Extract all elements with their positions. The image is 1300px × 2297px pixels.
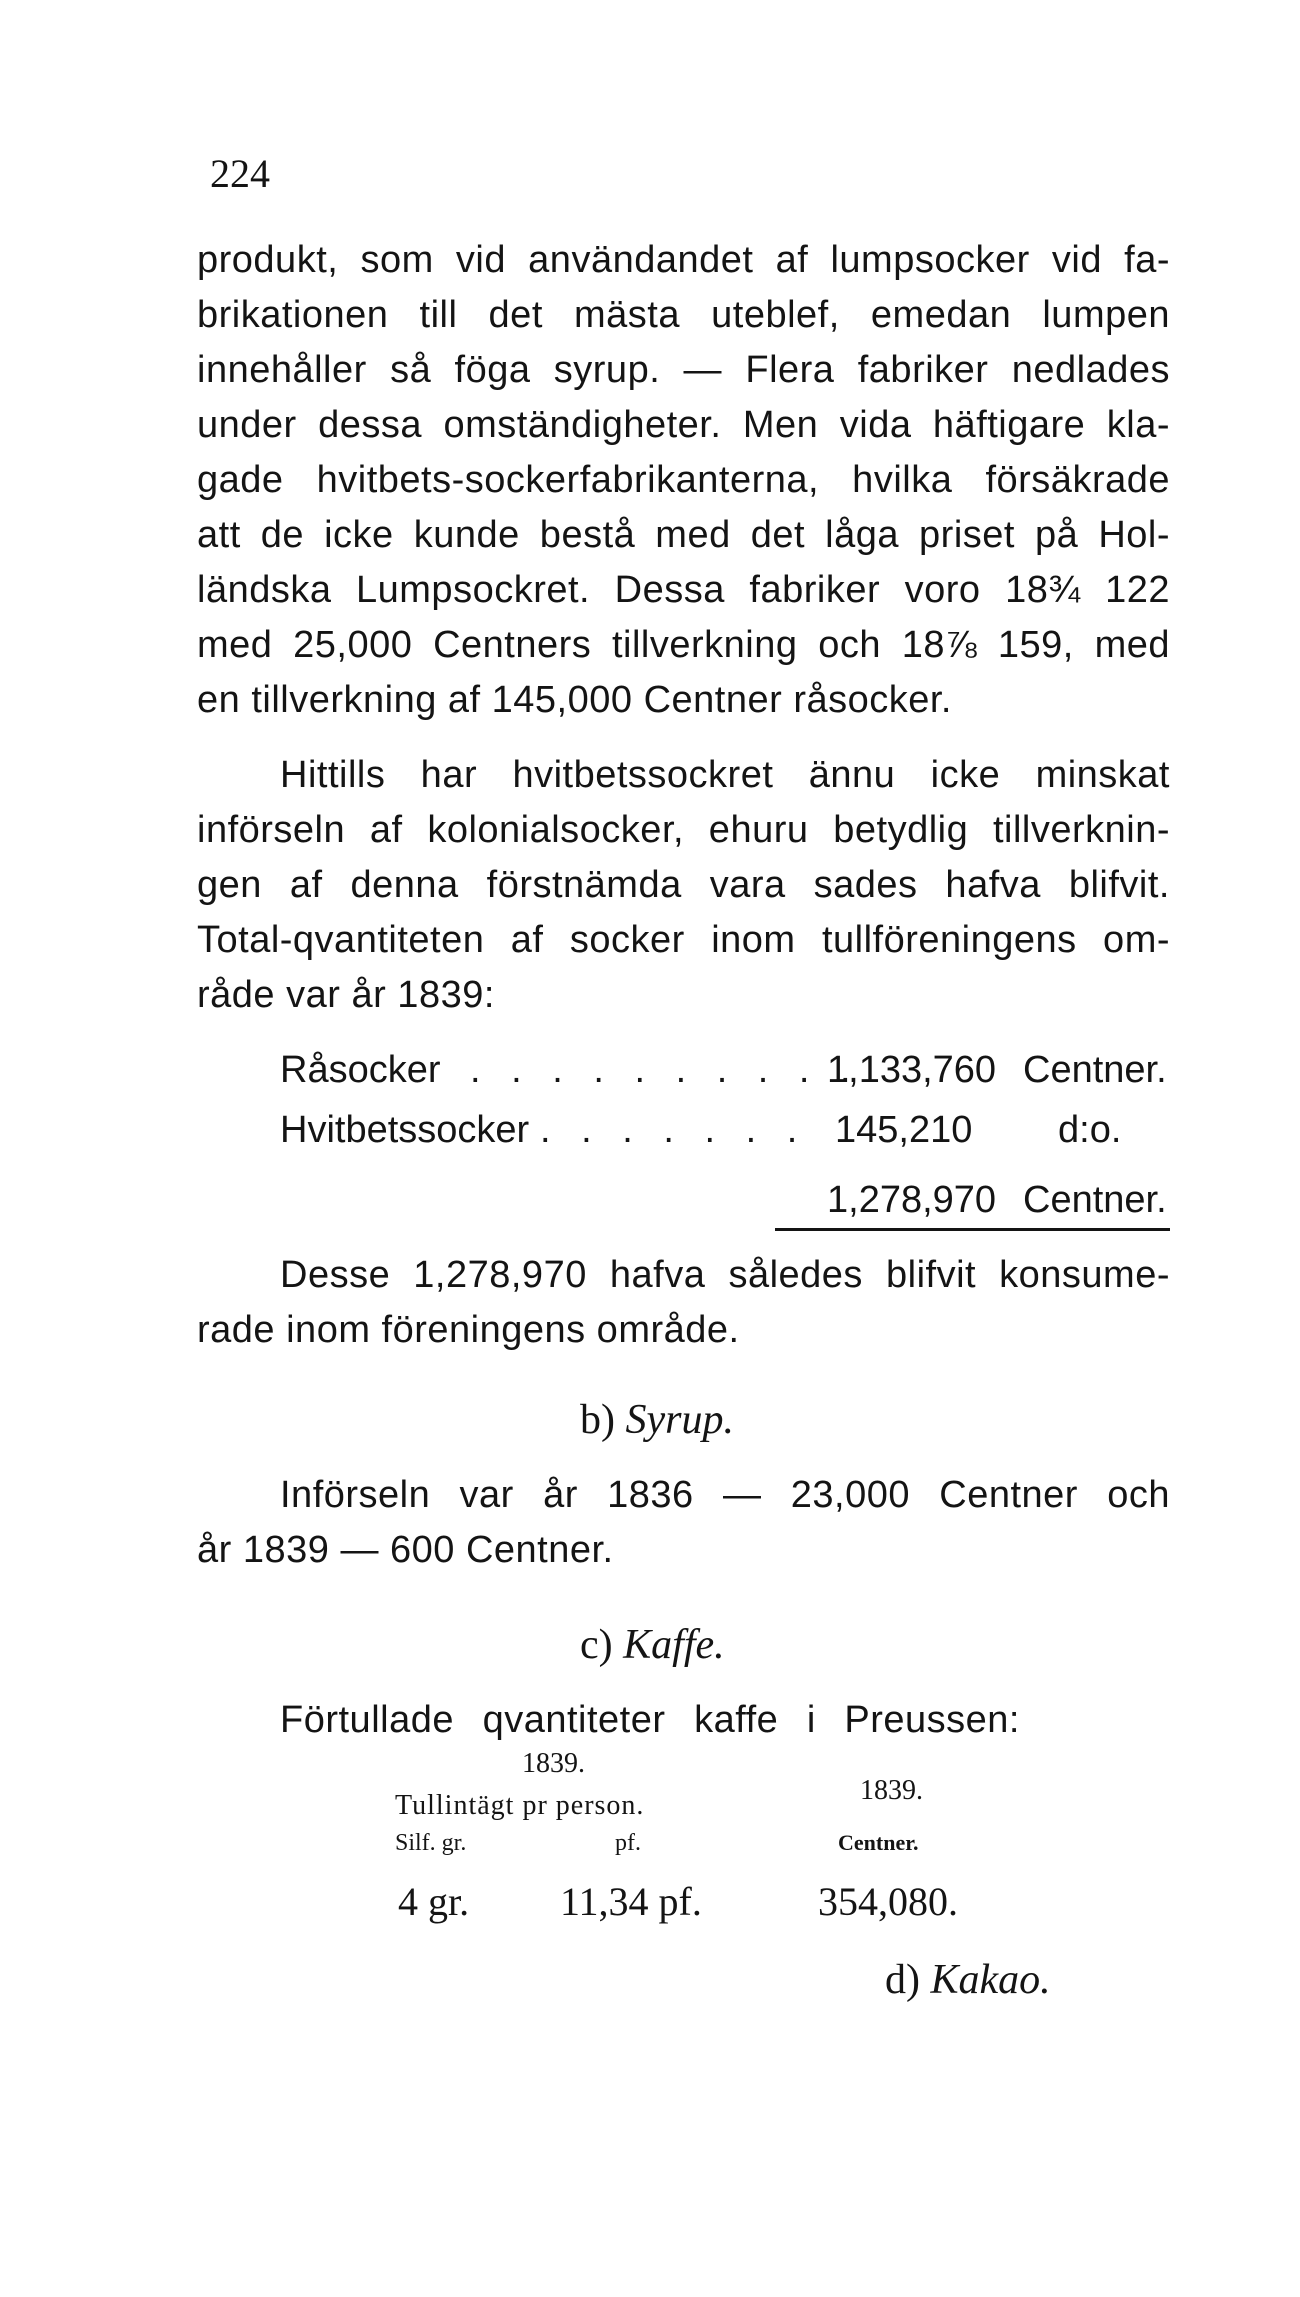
table-row bbox=[280, 1100, 1170, 1160]
leader-dots: . . . . . . . bbox=[540, 1109, 808, 1151]
row-unit: d:o. bbox=[1058, 1109, 1122, 1151]
total-value: 1,278,970 bbox=[827, 1179, 997, 1221]
section-heading-c bbox=[580, 1615, 725, 1675]
text-line: under dessa omständigheter. Men vida häftigare kla- bbox=[197, 404, 1170, 446]
value-gr: 4 gr. bbox=[398, 1879, 470, 1924]
text-line: innehåller så föga syrup. — Flera fabriker nedlades bbox=[197, 349, 1170, 391]
text-line: en tillverkning af 145,000 Centner råsocker. bbox=[197, 679, 952, 721]
section-title: Kaffe. bbox=[623, 1622, 725, 1668]
text-line: Total-qvantiteten af socker inom tullföreningens om- bbox=[197, 919, 1170, 961]
section-heading-d bbox=[885, 1950, 1051, 2010]
section-marker: c) bbox=[580, 1622, 613, 1668]
section-title: Kakao. bbox=[930, 1957, 1051, 2003]
text-line: Desse 1,278,970 hafva således blifvit konsume- bbox=[280, 1254, 1170, 1296]
section-marker: d) bbox=[885, 1957, 920, 2003]
table-row bbox=[280, 1040, 1170, 1100]
text-line: råde var år 1839: bbox=[197, 974, 495, 1016]
leader-dots: . . . . . . . . . . bbox=[470, 1049, 861, 1091]
row-unit: Centner. bbox=[1023, 1049, 1167, 1091]
coffee-intro: Förtullade qvantiteter kaffe i Preussen: bbox=[280, 1699, 1020, 1741]
value-centner: 354,080. bbox=[818, 1879, 958, 1924]
left-year: 1839. bbox=[522, 1748, 585, 1779]
left-header: Tullintägt pr person. bbox=[395, 1790, 645, 1821]
text-line: brikationen till det mästa uteblef, emedan lumpen bbox=[197, 294, 1170, 336]
section-heading-b bbox=[580, 1390, 734, 1450]
left-sub-gr: Silf. gr. bbox=[395, 1830, 467, 1856]
section-title: Syrup. bbox=[625, 1397, 734, 1443]
page-number: 224 bbox=[210, 151, 270, 196]
text-line: ländska Lumpsockret. Dessa fabriker voro 18¾ 122 bbox=[197, 569, 1170, 611]
text-line: år 1839 — 600 Centner. bbox=[197, 1529, 614, 1571]
text-line: införseln af kolonialsocker, ehuru betydlig tillverknin- bbox=[197, 809, 1170, 851]
text-line: Hittills har hvitbetssockret ännu icke minskat bbox=[280, 754, 1170, 796]
table-total-row bbox=[280, 1170, 1170, 1230]
row-value: 145,210 bbox=[835, 1109, 973, 1151]
row-label: Hvitbetssocker bbox=[280, 1109, 530, 1151]
text-line: med 25,000 Centners tillverkning och 18⅞ 159, med bbox=[197, 624, 1170, 666]
total-unit: Centner. bbox=[1023, 1179, 1167, 1221]
text-line: rade inom föreningens område. bbox=[197, 1309, 740, 1351]
text-line: gen af denna förstnämda vara sades hafva blifvit. bbox=[197, 864, 1170, 906]
row-label: Råsocker bbox=[280, 1049, 441, 1091]
value-pf: 11,34 pf. bbox=[560, 1879, 702, 1924]
right-year: 1839. bbox=[860, 1775, 923, 1806]
text-line: produkt, som vid användandet af lumpsocker vid fa- bbox=[197, 239, 1170, 281]
section-marker: b) bbox=[580, 1397, 615, 1443]
text-line: Införseln var år 1836 — 23,000 Centner och bbox=[280, 1474, 1170, 1516]
text-line: att de icke kunde bestå med det låga priset på Hol- bbox=[197, 514, 1170, 556]
row-value: 1,133,760 bbox=[827, 1049, 997, 1091]
text-line: gade hvitbets-sockerfabrikanterna, hvilka försäkrade bbox=[197, 459, 1170, 501]
right-header: Centner. bbox=[838, 1830, 919, 1855]
left-sub-pf: pf. bbox=[615, 1830, 641, 1856]
